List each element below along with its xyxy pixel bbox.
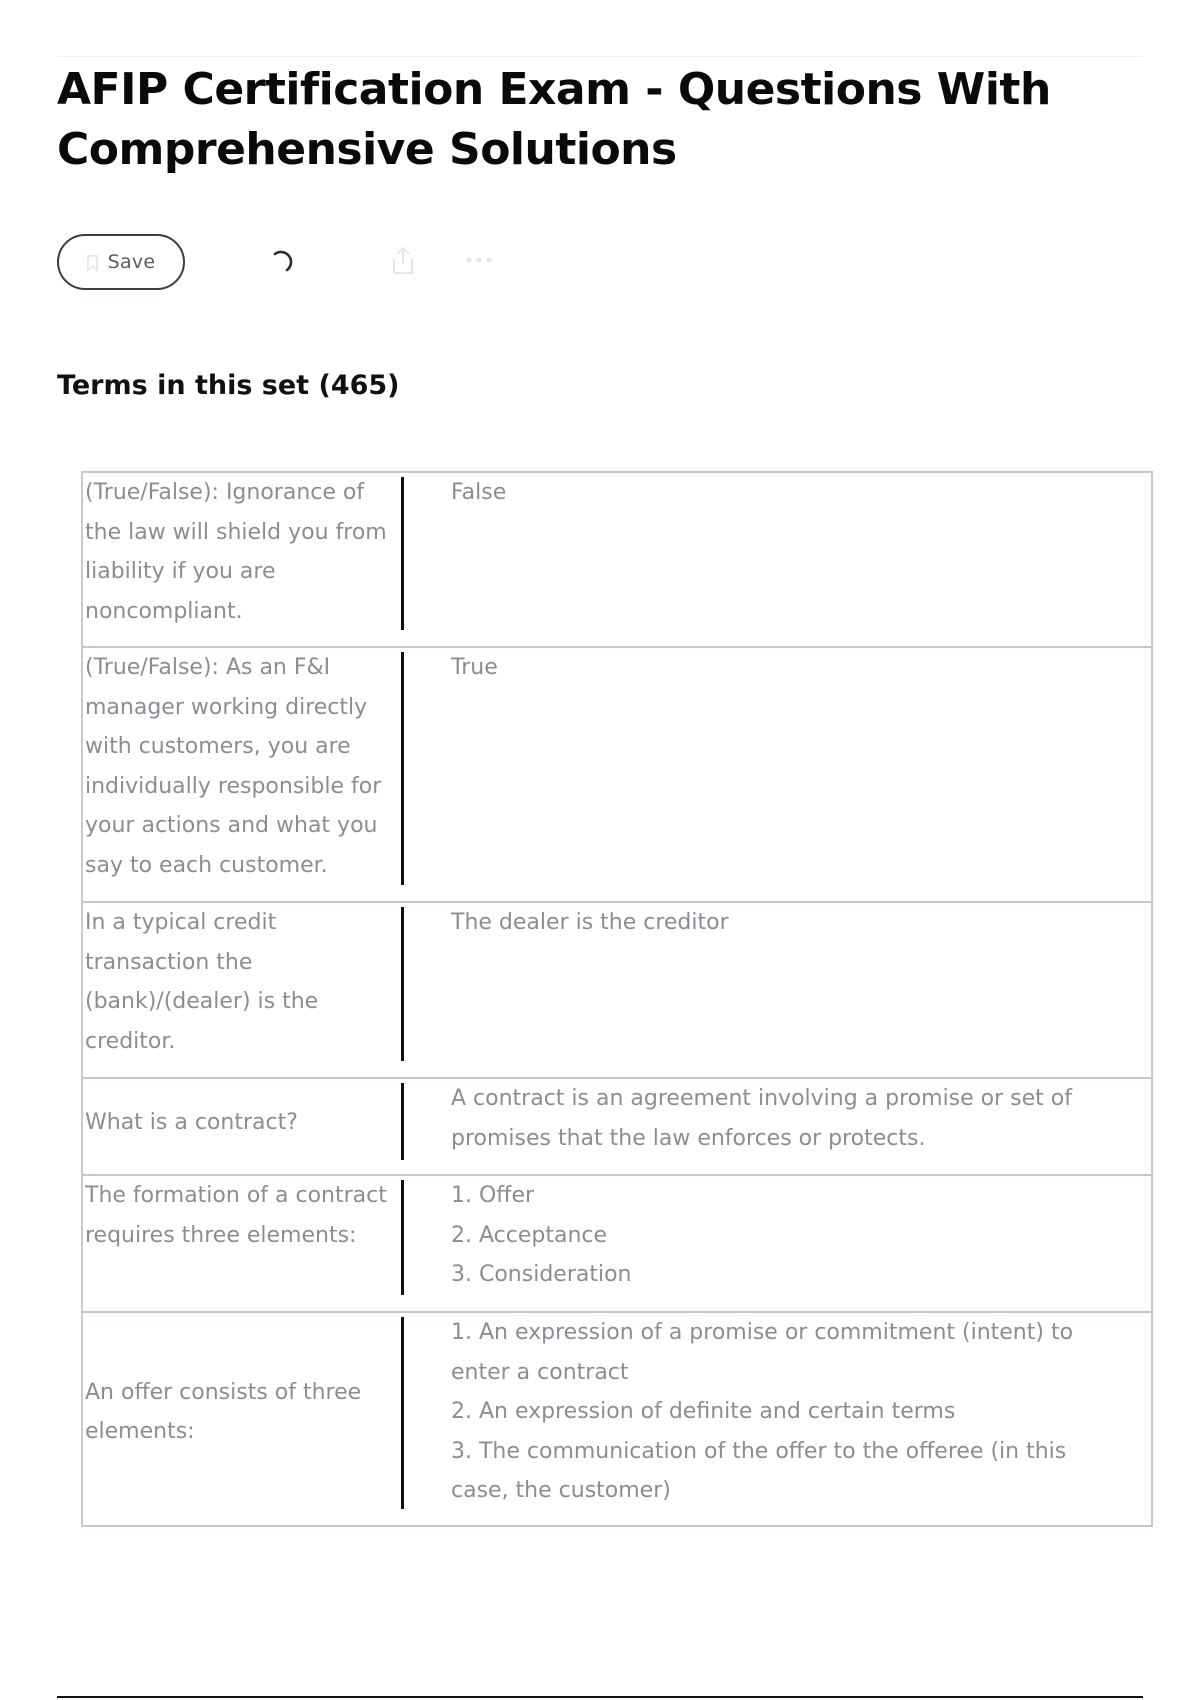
loading-spinner-icon: [268, 249, 294, 275]
definition-line: True: [451, 655, 498, 680]
term-text: The formation of a contract requires three elements:: [85, 1183, 387, 1248]
bookmark-icon: [87, 254, 98, 270]
definition-line: False: [451, 480, 507, 505]
term-row: [83, 648, 1151, 903]
definition-text: [404, 1176, 1151, 1311]
definition-line: 1. An expression of a promise or commitment (intent) to enter a contract: [451, 1320, 1074, 1385]
toolbar: [57, 234, 657, 294]
term-text: (True/False): Ignorance of the law will shield you from liability if you are noncompliant.: [85, 480, 387, 624]
save-button[interactable]: [57, 234, 185, 290]
definition-line: A contract is an agreement involving a promise or set of promises that the law enforces or protects.: [451, 1086, 1072, 1151]
definition-text: [404, 903, 1151, 1077]
share-icon[interactable]: [390, 246, 416, 276]
term-text: In a typical credit transaction the (bank)/(dealer) is the creditor.: [85, 910, 319, 1054]
definition-line: 3. Consideration: [451, 1262, 632, 1287]
terms-table: [81, 471, 1153, 1527]
term-row: [83, 1079, 1151, 1176]
term-row: [83, 473, 1151, 648]
terms-count-heading: Terms in this set (465): [57, 370, 400, 401]
definition-text: [404, 648, 1151, 901]
definition-text: [404, 1313, 1151, 1525]
definition-text: [404, 473, 1151, 646]
term-text: An offer consists of three elements:: [85, 1379, 362, 1444]
definition-line: 3. The communication of the offer to the offeree (in this case, the customer): [451, 1438, 1067, 1503]
top-divider: [57, 56, 1143, 57]
definition-line: 1. Offer: [451, 1183, 535, 1208]
definition-line: 2. Acceptance: [451, 1222, 608, 1248]
definition-text: [404, 1079, 1151, 1174]
bottom-divider: [57, 1696, 1143, 1698]
term-row: [83, 1176, 1151, 1313]
term-row: [83, 903, 1151, 1079]
term-text: (True/False): As an F&I manager working directly with customers, you are individually responsible for your actions and what you say to each customer.: [85, 655, 382, 878]
term-text: What is a contract?: [85, 1109, 298, 1135]
more-options-icon[interactable]: [462, 250, 496, 270]
definition-line: 2. An expression of definite and certain terms: [451, 1399, 956, 1424]
save-label: Save: [107, 251, 156, 273]
page-title: AFIP Certification Exam - Questions With Comprehensive Solutions: [57, 64, 1051, 175]
term-row: [83, 1313, 1151, 1527]
definition-line: The dealer is the creditor: [451, 910, 729, 935]
